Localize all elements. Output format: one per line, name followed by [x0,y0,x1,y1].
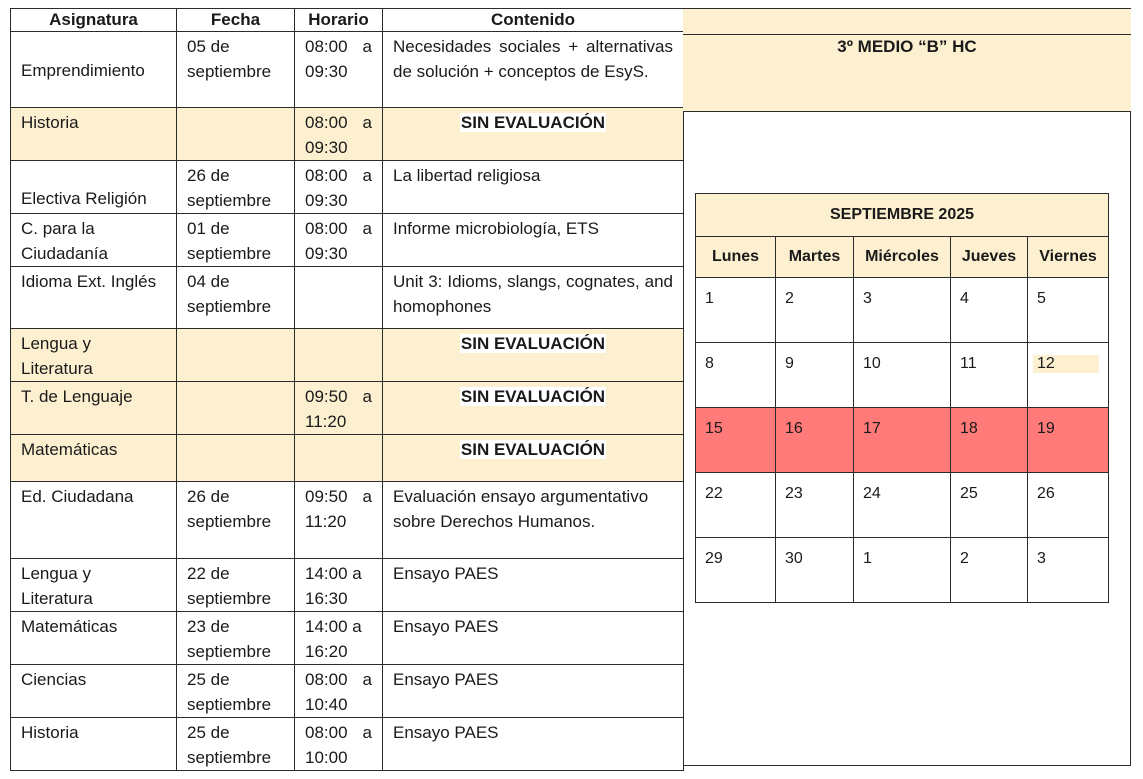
header-content: Contenido [383,9,684,32]
row-content: Evaluación ensayo argumentativo sobre Derechos Humanos. [383,482,684,559]
calendar-week-highlighted [696,408,1109,473]
row-subject: Historia [11,718,177,771]
row-time: 08:00 a 09:30 [295,32,383,108]
row-subject: T. de Lenguaje [11,382,177,435]
calendar-title: SEPTIEMBRE 2025 [696,194,1109,237]
calendar-day: 3 [1028,538,1109,603]
row-date: 04 de septiembre [177,267,295,329]
row-time [295,267,383,329]
table-row [11,559,684,612]
row-date [177,108,295,161]
calendar-day: 23 [776,473,854,538]
weekday-wednesday: Miércoles [854,237,951,278]
calendar-day: 17 [854,408,951,473]
row-subject: Emprendimiento [11,32,177,108]
weekday-friday: Viernes [1028,237,1109,278]
row-date [177,382,295,435]
row-content [383,435,684,482]
row-subject: Ciencias [11,665,177,718]
calendar-day: 18 [951,408,1028,473]
row-time [295,435,383,482]
evaluation-table [10,8,684,771]
table-row [11,482,684,559]
calendar-day: 22 [696,473,776,538]
calendar-day-marked [1028,343,1109,408]
header-subject: Asignatura [11,9,177,32]
calendar-day-label: 12 [1033,355,1099,373]
row-date: 23 de septiembre [177,612,295,665]
calendar-day: 24 [854,473,951,538]
table-header-row [11,9,684,32]
row-subject: Matemáticas [11,435,177,482]
table-row [11,161,684,214]
calendar-day: 10 [854,343,951,408]
row-date: 05 de septiembre [177,32,295,108]
row-content: Ensayo PAES [383,665,684,718]
row-time: 08:00 a 09:30 [295,161,383,214]
row-content [383,382,684,435]
row-subject: Matemáticas [11,612,177,665]
row-date [177,435,295,482]
row-subject: Idioma Ext. Inglés [11,267,177,329]
row-time: 08:00 a 10:40 [295,665,383,718]
calendar-day: 4 [951,278,1028,343]
table-row [11,267,684,329]
row-time [295,329,383,382]
weekday-monday: Lunes [696,237,776,278]
row-subject: Ed. Ciudadana [11,482,177,559]
row-content: Informe microbiología, ETS [383,214,684,267]
table-row [11,612,684,665]
weekday-thursday: Jueves [951,237,1028,278]
row-date: 25 de septiembre [177,665,295,718]
calendar-day: 19 [1028,408,1109,473]
calendar-week [696,473,1109,538]
table-row [11,382,684,435]
calendar-week [696,538,1109,603]
calendar-day: 29 [696,538,776,603]
row-time: 14:00 a 16:20 [295,612,383,665]
row-content: Unit 3: Idioms, slangs, cognates, and homophones [383,267,684,329]
row-time: 14:00 a 16:30 [295,559,383,612]
calendar-week [696,278,1109,343]
weekday-tuesday: Martes [776,237,854,278]
calendar-day: 3 [854,278,951,343]
calendar-day: 9 [776,343,854,408]
row-subject: Lengua y Literatura [11,329,177,382]
calendar-day: 2 [776,278,854,343]
calendar-day: 8 [696,343,776,408]
row-date [177,329,295,382]
row-subject: Electiva Religión [11,161,177,214]
row-time: 08:00 a 09:30 [295,214,383,267]
header-date: Fecha [177,9,295,32]
row-content: Necesidades sociales + alternativas de solución + conceptos de EsyS. [383,32,684,108]
calendar-day: 11 [951,343,1028,408]
table-row [11,329,684,382]
row-content: Ensayo PAES [383,559,684,612]
row-date: 25 de septiembre [177,718,295,771]
row-subject: Lengua y Literatura [11,559,177,612]
row-date: 26 de septiembre [177,161,295,214]
row-content [383,108,684,161]
calendar-day: 1 [854,538,951,603]
table-row [11,435,684,482]
no-evaluation-label: SIN EVALUACIÓN [460,334,606,353]
row-date: 01 de septiembre [177,214,295,267]
row-date: 26 de septiembre [177,482,295,559]
calendar-day: 5 [1028,278,1109,343]
calendar-day: 15 [696,408,776,473]
table-row [11,718,684,771]
table-row [11,665,684,718]
calendar-day: 25 [951,473,1028,538]
no-evaluation-label: SIN EVALUACIÓN [460,387,606,406]
row-content: Ensayo PAES [383,612,684,665]
table-row [11,108,684,161]
no-evaluation-label: SIN EVALUACIÓN [460,113,606,132]
calendar-day: 1 [696,278,776,343]
course-title-band-top [683,9,1131,35]
calendar-day: 16 [776,408,854,473]
calendar [695,193,1109,603]
calendar-day: 26 [1028,473,1109,538]
row-content [383,329,684,382]
course-title-band-bottom [683,70,1131,112]
row-time: 08:00 a 10:00 [295,718,383,771]
calendar-weekdays [696,237,1109,278]
header-time: Horario [295,9,383,32]
row-content: La libertad religiosa [383,161,684,214]
calendar-day: 2 [951,538,1028,603]
row-subject: Historia [11,108,177,161]
course-title: 3º MEDIO “B” HC [683,34,1131,71]
table-row [11,214,684,267]
row-time: 09:50 a 11:20 [295,482,383,559]
row-subject: C. para la Ciudadanía [11,214,177,267]
no-evaluation-label: SIN EVALUACIÓN [460,440,606,459]
row-date: 22 de septiembre [177,559,295,612]
row-time: 09:50 a 11:20 [295,382,383,435]
row-content: Ensayo PAES [383,718,684,771]
calendar-week [696,343,1109,408]
calendar-day: 30 [776,538,854,603]
table-row [11,32,684,108]
row-time: 08:00 a 09:30 [295,108,383,161]
